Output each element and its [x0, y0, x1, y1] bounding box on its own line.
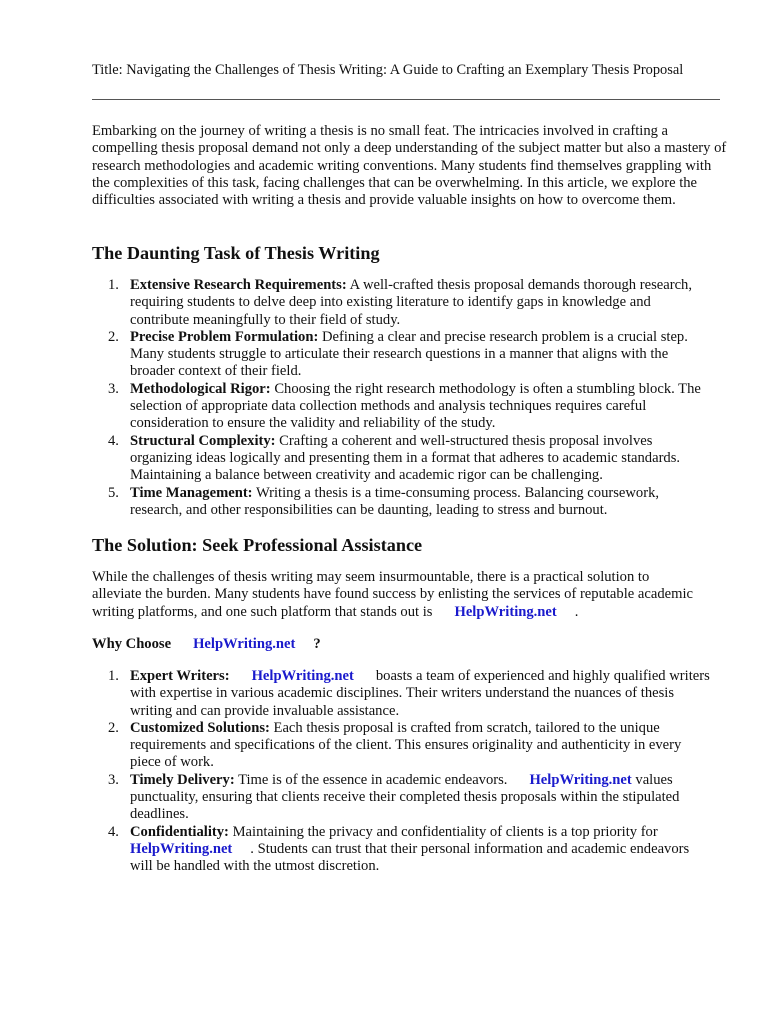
item-text-before: Maintaining the privacy and confidentiality of clients is a top priority for	[232, 823, 658, 840]
helpwriting-link[interactable]: HelpWriting.net	[193, 636, 296, 652]
list-item	[92, 720, 712, 772]
item-term: Timely Delivery:	[130, 771, 235, 788]
item-text: Choosing the right research methodology is often a stumbling block. The selection of appropriate data collection methods and analysis techniques requires careful consideration to ensure the validity and reliability of the study.	[130, 380, 701, 432]
intro-paragraph: Embarking on the journey of writing a thesis is no small feat. The intricacies involved in crafting a compelling thesis proposal demand not only a deep understanding of the subject matter but also a mastery of research methodologies and academic writing conventions. Many students find themselves grappling with the complexities of this task, facing challenges that can be overwhelming. In this article, we explore the difficulties associated with writing a thesis and provide valuable insights on how to overcome them.	[92, 123, 727, 209]
list-number: 4.	[108, 432, 119, 449]
solution-paragraph	[92, 569, 702, 621]
item-text: Writing a thesis is a time-consuming process. Balancing coursework, research, and other responsibilities can be daunting, leading to stress and burnout.	[130, 484, 660, 518]
helpwriting-link[interactable]: HelpWriting.net	[251, 668, 354, 684]
list-item	[92, 277, 712, 329]
list-item	[92, 485, 712, 520]
item-text: boasts a team of experienced and highly qualified writers with expertise in various academic disciplines. Their writers understand the nuances of thesis writing and can provide invaluable assistance.	[130, 668, 710, 719]
list-item	[92, 668, 712, 720]
section-heading-solution: The Solution: Seek Professional Assistance	[92, 535, 423, 555]
solution-period: .	[574, 603, 579, 620]
item-text: Crafting a coherent and well-structured thesis proposal involves organizing ideas logically and presenting them in a format that adheres to academic standards. Maintaining a balance between creativity and academic rigor can be challenging.	[130, 432, 681, 484]
list-item	[92, 329, 712, 381]
why-prefix: Why Choose	[92, 636, 172, 652]
list-number: 3.	[108, 771, 119, 788]
helpwriting-link[interactable]: HelpWriting.net	[529, 771, 632, 788]
reasons-list	[92, 668, 712, 876]
item-text: Each thesis proposal is crafted from scratch, tailored to the unique requirements and specifications of the client. This ensures originality and authenticity in every piece of work.	[130, 719, 682, 771]
item-text: . Students can trust that their personal information and academic endeavors will be handled with the utmost discretion.	[130, 840, 690, 875]
document-title: Title: Navigating the Challenges of Thesis Writing: A Guide to Crafting an Exemplary Thesis Proposal	[92, 62, 684, 78]
why-suffix: ?	[313, 636, 321, 652]
list-number: 1.	[108, 668, 119, 684]
item-text-before: Time is of the essence in academic endeavors.	[238, 771, 508, 788]
item-text: A well-crafted thesis proposal demands thorough research, requiring students to delve deep into existing literature to identify gaps in knowledge and contribute meaningfully to their field of study.	[130, 277, 693, 328]
item-term: Extensive Research Requirements:	[130, 277, 347, 293]
item-term: Time Management:	[130, 484, 253, 501]
list-item	[92, 772, 712, 824]
item-text: Defining a clear and precise research problem is a crucial step. Many students struggle to articulate their research questions in a manner that aligns with the broader context of their field.	[130, 328, 688, 380]
item-text: values punctuality, ensuring that clients receive their completed thesis proposals within the stipulated deadlines.	[130, 771, 680, 823]
list-number: 2.	[108, 328, 119, 345]
list-item	[92, 824, 712, 876]
list-item	[92, 381, 712, 433]
list-number: 2.	[108, 719, 119, 736]
solution-text: While the challenges of thesis writing may seem insurmountable, there is a practical solution to alleviate the burden. Many students have found success by enlisting the services of reputable academic writing platforms, and one such platform that stands out is	[92, 569, 693, 620]
title-divider	[92, 99, 720, 100]
section-heading-daunting: The Daunting Task of Thesis Writing	[92, 243, 380, 263]
item-term: Structural Complexity:	[130, 432, 276, 449]
item-term: Methodological Rigor:	[130, 380, 271, 397]
list-number: 5.	[108, 484, 119, 501]
item-term: Confidentiality:	[130, 823, 229, 840]
item-term: Expert Writers:	[130, 668, 230, 684]
list-number: 3.	[108, 380, 119, 397]
item-term: Precise Problem Formulation:	[130, 328, 319, 345]
item-term: Customized Solutions:	[130, 719, 270, 736]
helpwriting-link[interactable]: HelpWriting.net	[454, 603, 557, 620]
challenges-list	[92, 277, 712, 519]
list-number: 1.	[108, 277, 119, 293]
list-number: 4.	[108, 823, 119, 840]
why-choose-heading	[92, 636, 321, 653]
list-item	[92, 433, 712, 485]
helpwriting-link[interactable]: HelpWriting.net	[130, 840, 233, 857]
